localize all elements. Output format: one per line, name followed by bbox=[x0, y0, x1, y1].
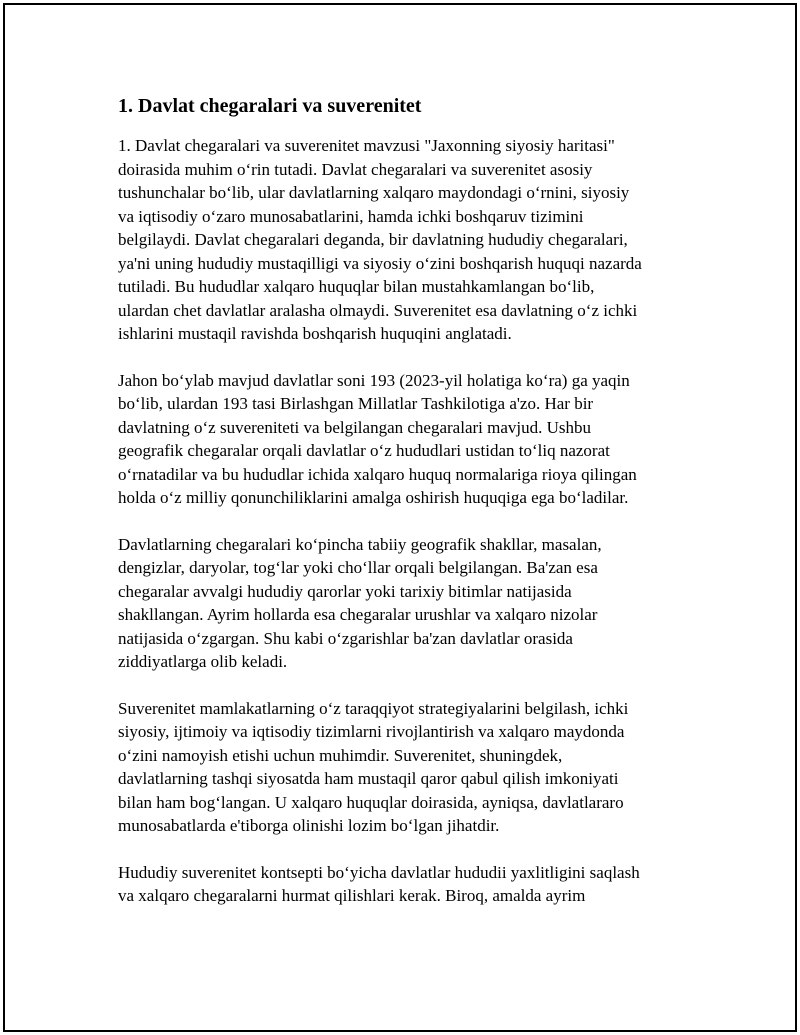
paragraph-line: shakllangan. Ayrim hollarda esa chegaralar urushlar va xalqaro nizolar bbox=[118, 605, 598, 624]
paragraph-line: Suverenitet mamlakatlarning o‘z taraqqiyot strategiyalarini belgilash, ichki bbox=[118, 698, 629, 718]
paragraph-line: tushunchalar bo‘lib, ular davlatlarning xalqaro maydondagi o‘rnini, siyosiy bbox=[118, 183, 630, 202]
paragraph-line: o‘zini namoyish etishi uchun muhimdir. Suverenitet, shuningdek, bbox=[118, 745, 563, 765]
paragraph-line: ulardan chet davlatlar aralasha olmaydi. Suverenitet esa davlatning o‘z ichki bbox=[118, 300, 638, 320]
paragraph-line: geografik chegaralar orqali davlatlar o‘z hududlari ustidan to‘liq nazorat bbox=[118, 441, 610, 460]
paragraph bbox=[118, 369, 698, 510]
paragraph-line: bo‘lib, ulardan 193 tasi Birlashgan Millatlar Tashkilotiga a'zo. Har bir bbox=[118, 394, 594, 413]
paragraph-line: ya'ni uning hududiy mustaqilligi va siyosiy o‘zini boshqarish huquqi nazarda bbox=[118, 253, 642, 273]
document-content bbox=[118, 92, 698, 931]
paragraph-line: bilan ham bog‘langan. U xalqaro huquqlar doirasida, ayniqsa, davlatlararo bbox=[118, 792, 624, 812]
paragraph-line: Jahon bo‘ylab mavjud davlatlar soni 193 (2023-yil holatiga ko‘ra) ga yaqin bbox=[118, 370, 630, 390]
paragraph-line: holda o‘z milliy qonunchiliklarini amalga oshirish huquqiga ega bo‘ladilar. bbox=[118, 488, 629, 507]
paragraph-line: davlatning o‘z suvereniteti va belgilangan chegaralari mavjud. Ushbu bbox=[118, 417, 592, 437]
paragraph-line: belgilaydi. Davlat chegaralari deganda, bir davlatning hududiy chegaralari, bbox=[118, 230, 628, 249]
paragraph-line: doirasida muhim o‘rin tutadi. Davlat chegaralari va suverenitet asosiy bbox=[118, 159, 593, 179]
paragraph-line: Davlatlarning chegaralari ko‘pincha tabiiy geografik shakllar, masalan, bbox=[118, 534, 602, 554]
paragraph-line: 1. Davlat chegaralari va suverenitet mavzusi "Jaxonning siyosiy haritasi" bbox=[118, 136, 615, 155]
paragraph-line: Hududiy suverenitet kontsepti bo‘yicha davlatlar hududii yaxlitligini saqlash bbox=[118, 862, 640, 882]
paragraph-line: munosabatlarda e'tiborga olinishi lozim bo‘lgan jihatdir. bbox=[118, 816, 500, 835]
paragraph-line: tutiladi. Bu hududlar xalqaro huquqlar bilan mustahkamlangan bo‘lib, bbox=[118, 277, 595, 296]
paragraph-line: va xalqaro chegaralarni hurmat qilishlari kerak. Biroq, amalda ayrim bbox=[118, 886, 586, 905]
paragraph-line: o‘rnatadilar va bu hududlar ichida xalqaro huquq normalariga rioya qilingan bbox=[118, 464, 637, 484]
document-title: 1. Davlat chegaralari va suverenitet bbox=[118, 95, 422, 117]
paragraph-line: natijasida o‘zgargan. Shu kabi o‘zgarishlar ba'zan davlatlar orasida bbox=[118, 628, 573, 648]
paragraph-line: siyosiy, ijtimoiy va iqtisodiy tizimlarni rivojlantirish va xalqaro maydonda bbox=[118, 722, 625, 741]
paragraph bbox=[118, 533, 698, 674]
paragraph bbox=[118, 697, 698, 838]
paragraph-line: dengizlar, daryolar, tog‘lar yoki cho‘llar orqali belgilangan. Ba'zan esa bbox=[118, 558, 598, 577]
paragraph-line: ishlarini mustaqil ravishda boshqarish huquqini anglatadi. bbox=[118, 324, 512, 343]
paragraph-line: va iqtisodiy o‘zaro munosabatlarini, hamda ichki boshqaruv tizimini bbox=[118, 206, 584, 226]
paragraphs-container bbox=[118, 134, 698, 908]
paragraph bbox=[118, 134, 698, 346]
paragraph-line: ziddiyatlarga olib keladi. bbox=[118, 652, 288, 671]
paragraph-line: davlatlarning tashqi siyosatda ham mustaqil qaror qabul qilish imkoniyati bbox=[118, 769, 619, 788]
paragraph bbox=[118, 861, 698, 908]
paragraph-line: chegaralar avvalgi hududiy qarorlar yoki tarixiy bitimlar natijasida bbox=[118, 581, 572, 601]
